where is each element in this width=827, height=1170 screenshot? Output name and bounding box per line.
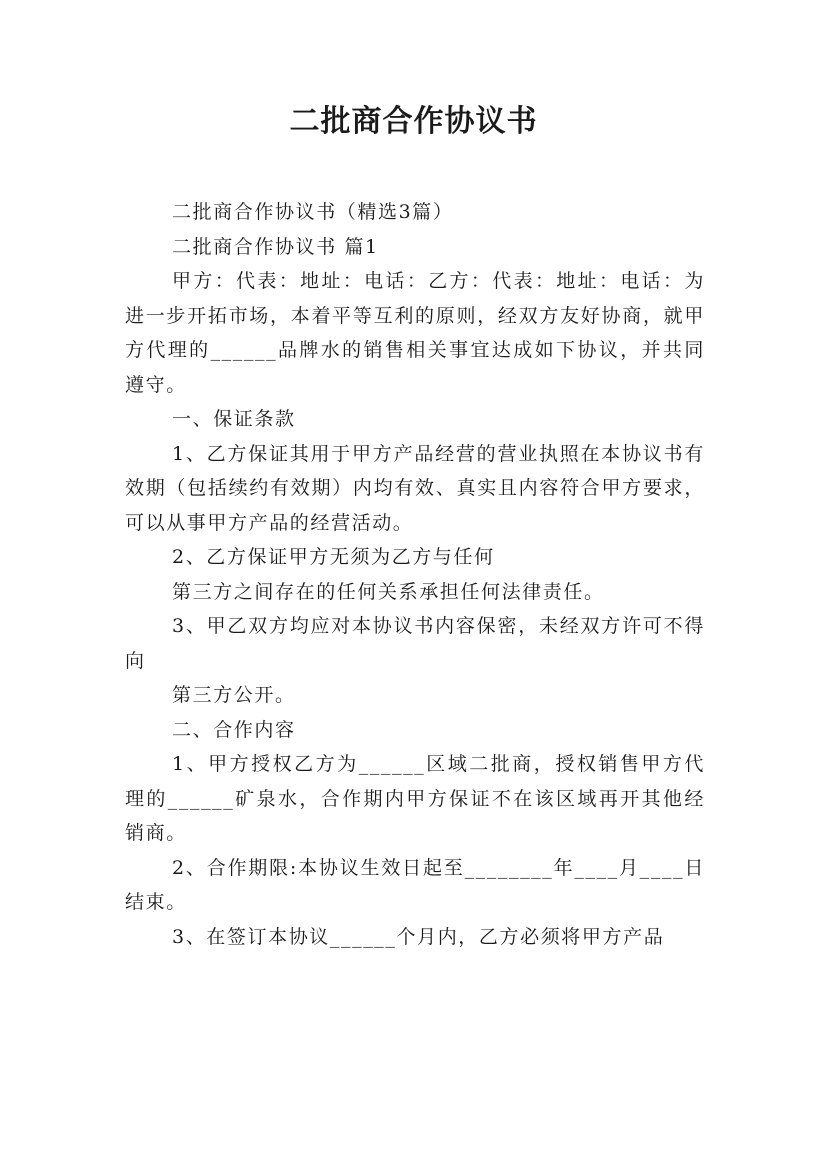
paragraph-heading-cooperation: 二、合作内容 bbox=[172, 718, 296, 741]
paragraph-cooperation-2: 2、合作期限:本协议生效日起至________年____月____日结束。 bbox=[125, 856, 705, 913]
paragraph-cooperation-3: 3、在签订本协议______个月内，乙方必须将甲方产品 bbox=[172, 925, 665, 948]
document-body bbox=[125, 195, 705, 954]
paragraph-heading-guarantee: 一、保证条款 bbox=[172, 408, 296, 430]
paragraph-guarantee-3: 3、甲乙双方均应对本协议书内容保密，未经双方许可不得向 bbox=[125, 615, 705, 672]
paragraph-guarantee-1: 1、乙方保证其用于甲方产品经营的营业执照在本协议书有效期（包括续约有效期）内均有效、真实且内容符合甲方要求，可以从事甲方产品的经营活动。 bbox=[125, 442, 705, 534]
paragraph-parties: 甲方：代表：地址：电话：乙方：代表：地址：电话：为进一步开拓市场，本着平等互利的原则，经双方友好协商，就甲方代理的______品牌水的销售相关事宜达成如下协议，并共同遵守。 bbox=[125, 270, 705, 396]
document-title: 二批商合作协议书 bbox=[289, 104, 538, 139]
paragraph-cooperation-1: 1、甲方授权乙方为______区域二批商，授权销售甲方代理的______矿泉水，合作期内甲方保证不在该区域再开其他经销商。 bbox=[125, 753, 705, 844]
paragraph-guarantee-2: 2、乙方保证甲方无须为乙方与任何 bbox=[172, 546, 495, 568]
paragraph-section-heading: 二批商合作协议书 篇1 bbox=[172, 235, 379, 258]
paragraph-guarantee-3-cont: 第三方公开。 bbox=[172, 684, 296, 706]
paragraph-subtitle: 二批商合作协议书（精选3篇） bbox=[172, 201, 454, 223]
paragraph-guarantee-2-cont: 第三方之间存在的任何关系承担任何法律责任。 bbox=[172, 580, 605, 603]
